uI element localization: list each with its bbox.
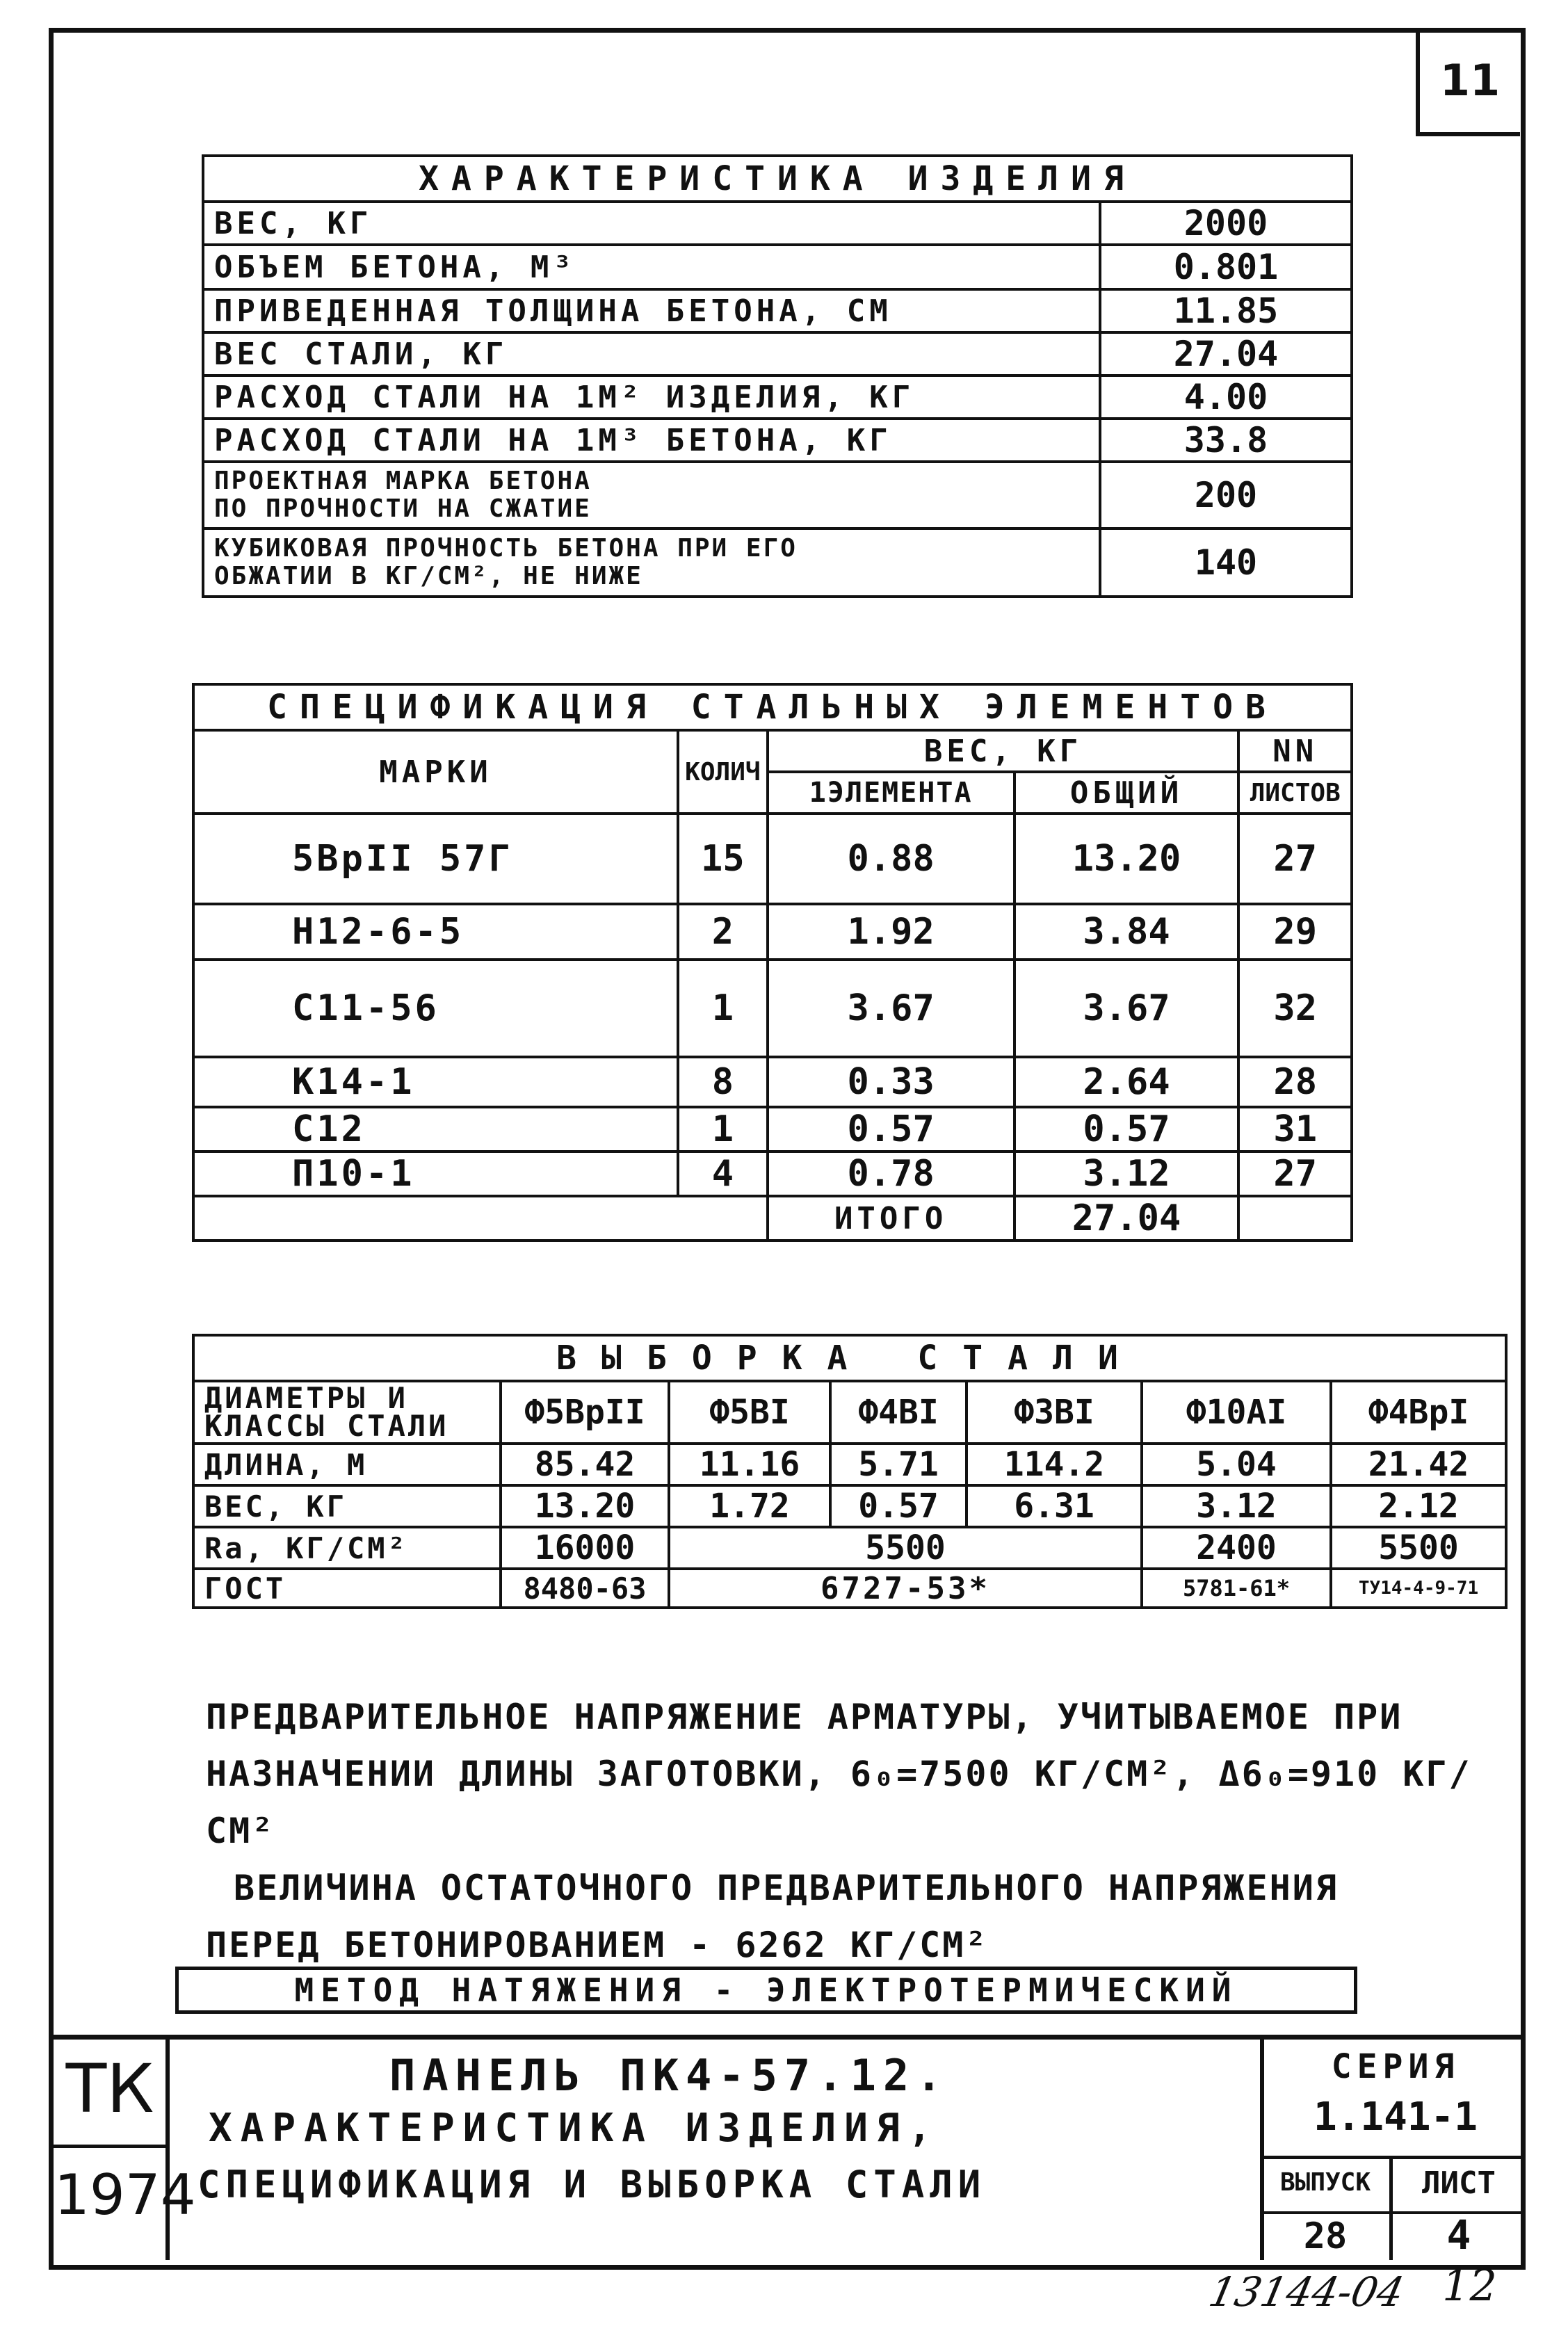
spec-total-value: 27.04	[1015, 1196, 1239, 1241]
spec-sheet: 27	[1238, 1152, 1352, 1196]
sheet-value: 4	[1446, 2211, 1471, 2259]
selection-length-1: 85.42	[501, 1444, 669, 1485]
char-value-concrete-volume: 0.801	[1100, 245, 1352, 289]
char-label-concrete-grade: ПРОЕКТНАЯ МАРКА БЕТОНА ПО ПРОЧНОСТИ НА СЖАТИЕ	[203, 462, 1100, 528]
spec-weight-total: 3.12	[1015, 1152, 1239, 1196]
selection-length-label: ДЛИНА, М	[193, 1444, 501, 1485]
spec-header-weight-one: 1ЭЛЕМЕНТА	[768, 772, 1015, 814]
selection-col-5: Ф10АI	[1142, 1381, 1331, 1444]
spec-weight-total: 3.67	[1015, 960, 1239, 1057]
issue-label: ВЫПУСК	[1279, 2168, 1371, 2197]
spec-header-qty: КОЛИЧ	[678, 730, 768, 814]
spec-qty: 15	[678, 814, 768, 904]
selection-weight-1: 13.20	[501, 1485, 669, 1527]
spec-weight-one: 0.33	[768, 1057, 1015, 1107]
spec-total-empty	[1238, 1196, 1352, 1241]
selection-weight-4: 6.31	[967, 1485, 1142, 1527]
table-row-total	[193, 1196, 1352, 1241]
note-line-4: ПЕРЕД БЕТОНИРОВАНИЕМ - 6262 КГ/СМ²	[206, 1925, 989, 1965]
spec-total-spacer	[193, 1196, 768, 1241]
spec-mark: П10-1	[193, 1152, 678, 1196]
selection-weight-6: 2.12	[1331, 1485, 1506, 1527]
year: 1974	[54, 2163, 196, 2227]
org-code: ТК	[65, 2050, 154, 2128]
char-label-steel-per-m2: РАСХОД СТАЛИ НА 1М² ИЗДЕЛИЯ, КГ	[203, 376, 1100, 419]
selection-length-5: 5.04	[1142, 1444, 1331, 1485]
selection-header-label: ДИАМЕТРЫ И КЛАССЫ СТАЛИ	[193, 1381, 501, 1444]
archive-stamp-mark: 12	[1442, 2260, 1497, 2311]
specification-table	[192, 683, 1353, 1242]
spec-header-weight: ВЕС, КГ	[768, 730, 1239, 772]
selection-length-3: 5.71	[830, 1444, 967, 1485]
selection-col-6: Ф4ВрI	[1331, 1381, 1506, 1444]
spec-qty: 2	[678, 904, 768, 960]
title-line-3: СПЕЦИФИКАЦИЯ И ВЫБОРКА СТАЛИ	[197, 2163, 987, 2206]
series-value: 1.141-1	[1313, 2094, 1478, 2140]
spec-sheet: 27	[1238, 814, 1352, 904]
selection-r-3: 2400	[1142, 1527, 1331, 1569]
spec-header-weight-total: ОБЩИЙ	[1015, 772, 1239, 814]
selection-weight-3: 0.57	[830, 1485, 967, 1527]
selection-col-4: Ф3ВI	[967, 1381, 1142, 1444]
char-label-thickness: ПРИВЕДЕННАЯ ТОЛЩИНА БЕТОНА, СМ	[203, 289, 1100, 332]
note-line-2: НАЗНАЧЕНИИ ДЛИНЫ ЗАГОТОВКИ, 6₀=7500 КГ/СМ², Δ6₀=910 КГ/СМ²	[206, 1754, 1472, 1851]
spec-sheet: 31	[1238, 1107, 1352, 1152]
title-line-2: ХАРАКТЕРИСТИКА ИЗДЕЛИЯ,	[209, 2106, 940, 2151]
selection-gost-3: 5781-61*	[1142, 1569, 1331, 1608]
spec-mark: К14-1	[193, 1057, 678, 1107]
characteristics-table	[202, 154, 1353, 598]
selection-title: ВЫБОРКА СТАЛИ	[193, 1335, 1506, 1381]
spec-weight-total: 0.57	[1015, 1107, 1239, 1152]
table-row	[193, 1152, 1352, 1196]
note-line-1: ПРЕДВАРИТЕЛЬНОЕ НАПРЯЖЕНИЕ АРМАТУРЫ, УЧИТЫВАЕМОЕ ПРИ	[206, 1697, 1403, 1737]
table-row	[193, 1485, 1506, 1527]
series-label: СЕРИЯ	[1331, 2047, 1460, 2086]
title-line-1: ПАНЕЛЬ ПК4-57.12.	[389, 2050, 949, 2101]
table-row	[193, 1057, 1352, 1107]
char-label-concrete-volume: ОБЪЕМ БЕТОНА, М³	[203, 245, 1100, 289]
selection-length-6: 21.42	[1331, 1444, 1506, 1485]
spec-weight-total: 13.20	[1015, 814, 1239, 904]
selection-gost-label: ГОСТ	[193, 1569, 501, 1608]
table-row	[193, 814, 1352, 904]
char-label-steel-weight: ВЕС СТАЛИ, КГ	[203, 332, 1100, 376]
selection-r-4: 5500	[1331, 1527, 1506, 1569]
selection-length-2: 11.16	[669, 1444, 830, 1485]
title-block-series-divider	[1260, 2156, 1526, 2159]
spec-qty: 4	[678, 1152, 768, 1196]
spec-weight-one: 1.92	[768, 904, 1015, 960]
note-line-3: ВЕЛИЧИНА ОСТАТОЧНОГО ПРЕДВАРИТЕЛЬНОГО НАПРЯЖЕНИЯ	[234, 1868, 1339, 1908]
selection-weight-5: 3.12	[1142, 1485, 1331, 1527]
corner-sheet-number: 11	[1439, 54, 1501, 106]
spec-mark: Н12-6-5	[193, 904, 678, 960]
table-row	[193, 1569, 1506, 1608]
selection-length-4: 114.2	[967, 1444, 1142, 1485]
spec-weight-one: 3.67	[768, 960, 1015, 1057]
characteristics-title: ХАРАКТЕРИСТИКА ИЗДЕЛИЯ	[203, 156, 1352, 202]
title-block-org-divider	[49, 2145, 167, 2148]
spec-header-sheets-bottom: ЛИСТОВ	[1238, 772, 1352, 814]
spec-total-label: ИТОГО	[768, 1196, 1015, 1241]
char-label-weight: ВЕС, КГ	[203, 202, 1100, 245]
spec-qty: 8	[678, 1057, 768, 1107]
char-value-thickness: 11.85	[1100, 289, 1352, 332]
spec-sheet: 32	[1238, 960, 1352, 1057]
selection-gost-1: 8480-63	[501, 1569, 669, 1608]
method-box	[175, 1967, 1357, 2014]
char-value-steel-per-m3: 33.8	[1100, 419, 1352, 462]
sheet-label: ЛИСТ	[1422, 2165, 1496, 2201]
char-label-steel-per-m3: РАСХОД СТАЛИ НА 1М³ БЕТОНА, КГ	[203, 419, 1100, 462]
table-row	[193, 904, 1352, 960]
selection-col-2: Ф5ВI	[669, 1381, 830, 1444]
issue-value: 28	[1303, 2215, 1348, 2257]
spec-mark: С12	[193, 1107, 678, 1152]
specification-title: СПЕЦИФИКАЦИЯ СТАЛЬНЫХ ЭЛЕМЕНТОВ	[193, 684, 1352, 730]
corner-sheet-number-box	[1416, 28, 1520, 136]
spec-sheet: 28	[1238, 1057, 1352, 1107]
table-row	[193, 1444, 1506, 1485]
char-value-steel-weight: 27.04	[1100, 332, 1352, 376]
selection-weight-2: 1.72	[669, 1485, 830, 1527]
spec-mark: 5ВрII 57Г	[193, 814, 678, 904]
spec-weight-total: 2.64	[1015, 1057, 1239, 1107]
char-value-cube-strength: 140	[1100, 528, 1352, 597]
spec-mark: С11-56	[193, 960, 678, 1057]
table-row	[193, 1107, 1352, 1152]
spec-header-sheets-top: NN	[1238, 730, 1352, 772]
selection-r-1: 16000	[501, 1527, 669, 1569]
selection-r-2: 5500	[669, 1527, 1142, 1569]
spec-weight-one: 0.88	[768, 814, 1015, 904]
spec-weight-one: 0.78	[768, 1152, 1015, 1196]
char-value-weight: 2000	[1100, 202, 1352, 245]
spec-weight-total: 3.84	[1015, 904, 1239, 960]
selection-col-1: Ф5ВрII	[501, 1381, 669, 1444]
table-row	[193, 960, 1352, 1057]
selection-gost-2: 6727-53*	[669, 1569, 1142, 1608]
char-label-cube-strength: КУБИКОВАЯ ПРОЧНОСТЬ БЕТОНА ПРИ ЕГО ОБЖАТИИ В КГ/СМ², НЕ НИЖЕ	[203, 528, 1100, 597]
spec-qty: 1	[678, 960, 768, 1057]
selection-gost-4: ТУ14-4-9-71	[1331, 1569, 1506, 1608]
spec-qty: 1	[678, 1107, 768, 1152]
selection-weight-label: ВЕС, КГ	[193, 1485, 501, 1527]
selection-col-3: Ф4ВI	[830, 1381, 967, 1444]
char-value-steel-per-m2: 4.00	[1100, 376, 1352, 419]
notes-block	[206, 1688, 1513, 1973]
steel-selection-table	[192, 1334, 1508, 1609]
char-value-concrete-grade: 200	[1100, 462, 1352, 528]
method-text: МЕТОД НАТЯЖЕНИЯ - ЭЛЕКТРОТЕРМИЧЕСКИЙ	[294, 1971, 1238, 2009]
selection-r-label: Rа, КГ/СМ²	[193, 1527, 501, 1569]
spec-header-marks: МАРКИ	[193, 730, 678, 814]
table-row	[193, 1527, 1506, 1569]
spec-sheet: 29	[1238, 904, 1352, 960]
spec-weight-one: 0.57	[768, 1107, 1015, 1152]
archive-stamp: 13144-04	[1204, 2268, 1409, 2316]
